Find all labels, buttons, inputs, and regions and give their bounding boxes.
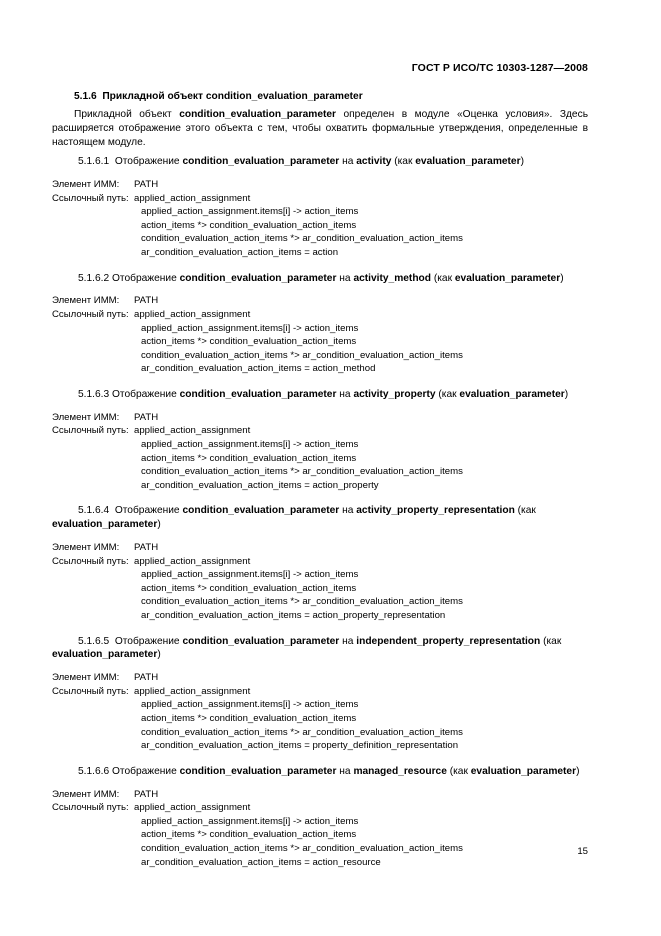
subsection-as-close-6: ) — [576, 765, 580, 777]
subsection-target-1: activity — [356, 156, 392, 168]
path-reference-label-3: Ссылочный путь: — [52, 425, 129, 437]
page-header: ГОСТ Р ИСО/ТС 10303-1287—2008 — [411, 62, 588, 74]
path-element-row-3 — [52, 411, 588, 425]
path-element-row-6 — [52, 788, 588, 802]
path-line: ar_condition_evaluation_action_items = action — [141, 246, 339, 258]
path-element-value-6: PATH — [134, 788, 159, 800]
subsection-verb-1: Отображение — [114, 156, 180, 168]
subsection-as-role-3: evaluation_parameter — [459, 388, 565, 400]
path-line: applied_action_assignment.items[i] -> action_items — [141, 815, 359, 827]
subsection-heading-3 — [52, 388, 588, 402]
path-element-value-5: PATH — [134, 672, 159, 684]
path-line: ar_condition_evaluation_action_items = action_property_representation — [141, 609, 446, 621]
subsection-as-close-4: ) — [157, 519, 161, 531]
subsection-heading-2 — [52, 272, 588, 286]
path-reference-label-2: Ссылочный путь: — [52, 308, 129, 320]
subsection-heading-6 — [52, 765, 588, 779]
path-line: condition_evaluation_action_items *> ar_condition_evaluation_action_items — [141, 726, 463, 738]
subsection-preposition-1: на — [342, 156, 354, 168]
subsection-as-close-1: ) — [520, 156, 524, 168]
path-block-1 — [52, 178, 588, 260]
subsection-target-6: managed_resource — [353, 765, 447, 777]
subsection-number-4: 5.1.6.4 — [78, 505, 110, 517]
subsection-source-3: condition_evaluation_parameter — [179, 388, 337, 400]
intro-entity: condition_evaluation_parameter — [179, 109, 337, 121]
path-line: action_items *> condition_evaluation_action_items — [141, 219, 357, 231]
subsection-as-close-2: ) — [560, 272, 564, 284]
subsection-number-2: 5.1.6.2 — [78, 272, 110, 284]
path-block-5 — [52, 671, 588, 753]
subsection-source-2: condition_evaluation_parameter — [179, 272, 337, 284]
subsection-as-role-6: evaluation_parameter — [470, 765, 577, 777]
subsection-source-6: condition_evaluation_parameter — [179, 765, 337, 777]
subsection-verb-5: Отображение — [114, 635, 180, 647]
path-block-3 — [52, 411, 588, 493]
path-root-1: applied_action_assignment — [134, 192, 251, 204]
path-root-3: applied_action_assignment — [134, 425, 251, 437]
subsection-as-role-5: evaluation_parameter — [52, 649, 158, 661]
subsection-as-close-5: ) — [157, 649, 161, 661]
path-root-2: applied_action_assignment — [134, 308, 251, 320]
path-element-row-1 — [52, 178, 588, 192]
path-line: ar_condition_evaluation_action_items = action_method — [141, 363, 376, 375]
path-reference-row-5 — [52, 685, 588, 699]
path-line: condition_evaluation_action_items *> ar_condition_evaluation_action_items — [141, 349, 463, 361]
path-reference-label-1: Ссылочный путь: — [52, 192, 129, 204]
subsection-preposition-5: на — [342, 635, 354, 647]
subsection-verb-4: Отображение — [114, 505, 180, 517]
path-reference-label-5: Ссылочный путь: — [52, 685, 129, 697]
path-block-2 — [52, 294, 588, 376]
path-reference-label-4: Ссылочный путь: — [52, 555, 129, 567]
subsection-preposition-4: на — [342, 505, 354, 517]
subsection-number-6: 5.1.6.6 — [78, 765, 110, 777]
path-element-row-4 — [52, 541, 588, 555]
path-element-label-2: Элемент ИММ: — [52, 295, 120, 307]
path-reference-row-1 — [52, 192, 588, 206]
section-title-prefix: Прикладной объект — [102, 91, 206, 102]
path-element-row-5 — [52, 671, 588, 685]
subsection-as-open-6: (как — [449, 765, 471, 777]
path-reference-row-2 — [52, 308, 588, 322]
subsection-target-4: activity_property_representation — [356, 505, 515, 517]
subsection-source-5: condition_evaluation_parameter — [182, 635, 340, 647]
subsection-preposition-3: на — [339, 388, 351, 400]
path-element-row-2 — [52, 294, 588, 308]
subsection-verb-2: Отображение — [112, 272, 177, 284]
path-reference-label-6: Ссылочный путь: — [52, 802, 129, 814]
path-line: condition_evaluation_action_items *> ar_condition_evaluation_action_items — [141, 842, 463, 854]
subsection-heading-1 — [52, 155, 588, 169]
intro-text-a: Прикладной объект — [74, 109, 180, 121]
subsection-target-5: independent_property_representation — [356, 635, 541, 647]
path-line: action_items *> condition_evaluation_action_items — [141, 829, 357, 841]
path-line: condition_evaluation_action_items *> ar_condition_evaluation_action_items — [141, 596, 463, 608]
path-line: ar_condition_evaluation_action_items = property_definition_representation — [141, 740, 459, 752]
path-element-label-5: Элемент ИММ: — [52, 672, 120, 684]
path-line: action_items *> condition_evaluation_action_items — [141, 452, 357, 464]
path-line: applied_action_assignment.items[i] -> action_items — [141, 699, 359, 711]
subsection-verb-3: Отображение — [112, 388, 177, 400]
subsection-as-role-4: evaluation_parameter — [52, 519, 158, 531]
path-reference-row-6 — [52, 801, 588, 815]
path-element-value-2: PATH — [134, 295, 159, 307]
subsection-as-open-5: (как — [543, 635, 562, 647]
subsection-as-open-2: (как — [433, 272, 455, 284]
section-intro-paragraph — [52, 108, 588, 149]
page-content — [52, 90, 588, 881]
path-line: applied_action_assignment.items[i] -> action_items — [141, 322, 359, 334]
path-line: applied_action_assignment.items[i] -> action_items — [141, 206, 359, 218]
subsection-preposition-2: на — [339, 272, 351, 284]
path-element-value-1: PATH — [134, 178, 159, 190]
subsection-target-3: activity_property — [353, 388, 436, 400]
path-element-label-6: Элемент ИММ: — [52, 788, 120, 800]
subsection-as-role-2: evaluation_parameter — [454, 272, 561, 284]
intro-text-b: определен в модуле «Оценка условия». Здесь расширяется отображение этого объекта с тем, чтобы охватить формальные утверждения, определенные в настоящем модуле. — [52, 109, 588, 148]
page-number: 15 — [577, 846, 588, 857]
path-element-value-4: PATH — [134, 541, 159, 553]
path-line: condition_evaluation_action_items *> ar_condition_evaluation_action_items — [141, 233, 463, 245]
path-reference-row-4 — [52, 555, 588, 569]
subsection-as-open-4: (как — [517, 505, 536, 517]
section-title-entity: condition_evaluation_parameter — [205, 91, 363, 102]
section-number: 5.1.6 — [74, 91, 97, 102]
subsection-heading-5 — [52, 635, 588, 663]
path-line: action_items *> condition_evaluation_action_items — [141, 712, 357, 724]
subsection-as-role-1: evaluation_parameter — [415, 156, 521, 168]
path-element-label-4: Элемент ИММ: — [52, 541, 120, 553]
path-line: action_items *> condition_evaluation_action_items — [141, 336, 357, 348]
path-line: applied_action_assignment.items[i] -> action_items — [141, 569, 359, 581]
subsection-as-open-3: (как — [438, 388, 460, 400]
subsection-number-5: 5.1.6.5 — [78, 635, 110, 647]
path-element-value-3: PATH — [134, 411, 159, 423]
path-element-label-1: Элемент ИММ: — [52, 178, 120, 190]
section-heading — [52, 90, 588, 103]
path-reference-row-3 — [52, 424, 588, 438]
path-line: ar_condition_evaluation_action_items = action_resource — [141, 856, 381, 868]
path-root-4: applied_action_assignment — [134, 555, 251, 567]
subsection-as-open-1: (как — [394, 156, 416, 168]
subsection-source-1: condition_evaluation_parameter — [182, 156, 340, 168]
subsection-as-close-3: ) — [564, 388, 569, 400]
path-line: ar_condition_evaluation_action_items = action_property — [141, 479, 379, 491]
subsection-number-1: 5.1.6.1 — [78, 156, 110, 168]
path-root-5: applied_action_assignment — [134, 685, 251, 697]
path-line: condition_evaluation_action_items *> ar_condition_evaluation_action_items — [141, 466, 463, 478]
path-line: action_items *> condition_evaluation_action_items — [141, 582, 357, 594]
subsection-heading-4 — [52, 504, 588, 532]
path-block-4 — [52, 541, 588, 623]
subsection-target-2: activity_method — [353, 272, 431, 284]
path-line: applied_action_assignment.items[i] -> action_items — [141, 438, 359, 450]
subsection-verb-6: Отображение — [112, 765, 177, 777]
subsection-preposition-6: на — [339, 765, 351, 777]
path-element-label-3: Элемент ИММ: — [52, 411, 120, 423]
path-root-6: applied_action_assignment — [134, 802, 251, 814]
subsection-number-3: 5.1.6.3 — [78, 388, 110, 400]
subsection-source-4: condition_evaluation_parameter — [182, 505, 340, 517]
